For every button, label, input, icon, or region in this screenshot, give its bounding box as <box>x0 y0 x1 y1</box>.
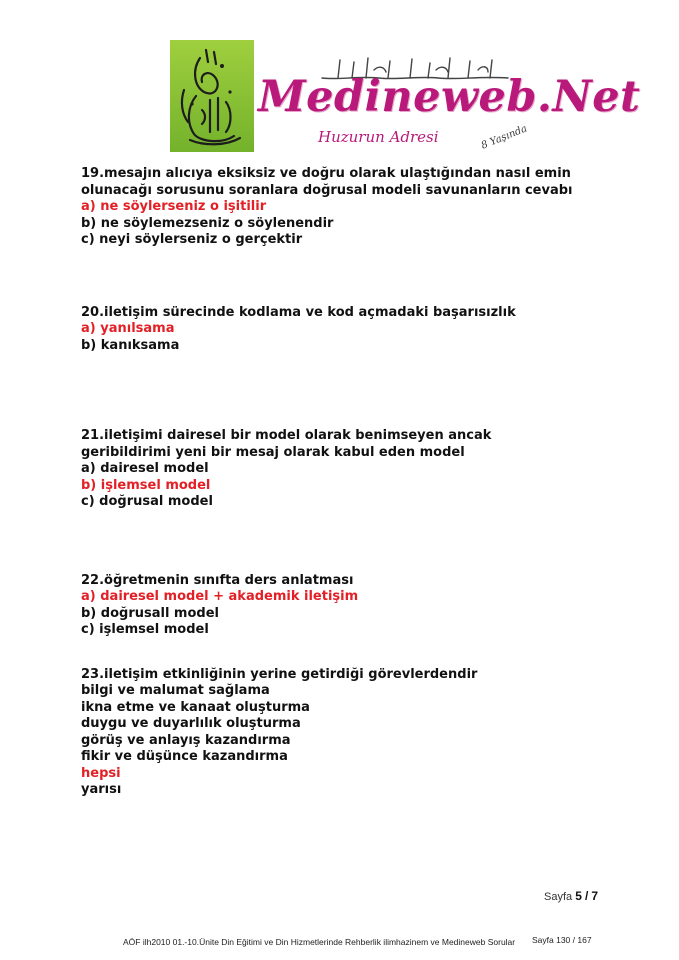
page-indicator <box>544 889 598 903</box>
question-list <box>81 166 621 799</box>
answer-option: c) doğrusal model <box>81 494 213 509</box>
page-total: 7 <box>591 889 599 903</box>
answer-option: fikir ve düşünce kazandırma <box>81 749 288 764</box>
question-22 <box>81 573 621 639</box>
question-text: 21.iletişimi dairesel bir model olarak benimseyen ancak <box>81 428 492 443</box>
brand-tagline: Huzurun Adresi <box>318 128 439 146</box>
question-text: 19.mesajın alıcıya eksiksiz ve doğru olarak ulaştığından nasıl emin <box>81 166 571 181</box>
question-text-continued: olunacağı sorusunu soranlara doğrusal modeli savunanların cevabı <box>81 182 573 198</box>
question-text: 22.öğretmenin sınıfta ders anlatması <box>81 572 354 588</box>
question-text-continued: geribildirimi yeni bir mesaj olarak kabul eden model <box>81 444 465 460</box>
answer-option: c) işlemsel model <box>81 622 209 637</box>
brand-name: Medineweb.Net <box>258 72 641 122</box>
answer-correct: a) yanılsama <box>81 321 175 336</box>
answer-option: c) neyi söylerseniz o gerçektir <box>81 232 303 247</box>
page-current: 5 <box>575 889 582 903</box>
answer-option: ikna etme ve kanaat oluşturma <box>81 699 310 715</box>
answer-option: b) ne söylemezseniz o söylenendir <box>81 215 334 231</box>
footer-page-number: Sayfa 130 / 167 <box>532 935 592 945</box>
age-badge: 8 Yaşında <box>479 123 529 152</box>
answer-correct: a) dairesel model + akademik iletişim <box>81 589 359 604</box>
page-label: Sayfa <box>544 891 573 903</box>
question-text: 20.iletişim sürecinde kodlama ve kod açmadaki başarısızlık <box>81 304 516 320</box>
answer-option: duygu ve duyarlılık oluşturma <box>81 716 301 731</box>
answer-option: b) doğrusall model <box>81 605 219 621</box>
answer-option: a) dairesel model <box>81 461 209 476</box>
question-23 <box>81 667 621 799</box>
question-20 <box>81 305 621 355</box>
answer-option: bilgi ve malumat sağlama <box>81 683 270 698</box>
calligraphy-logo-image <box>170 40 254 152</box>
answer-correct: hepsi <box>81 765 121 781</box>
question-text: 23.iletişim etkinliğinin yerine getirdiği görevlerdendir <box>81 666 478 682</box>
page-separator: / <box>584 889 589 903</box>
footer-text: AÖF ilh2010 01.-10.Ünite Din Eğitimi ve Din Hizmetlerinde Rehberlik ilimhazinem ve Medineweb Sorular <box>123 937 516 947</box>
answer-option: yarısı <box>81 782 122 797</box>
answer-option: b) kanıksama <box>81 337 180 353</box>
question-21 <box>81 428 621 511</box>
question-19 <box>81 166 621 249</box>
answer-option: görüş ve anlayış kazandırma <box>81 732 291 748</box>
answer-correct: a) ne söylerseniz o işitilir <box>81 199 267 214</box>
answer-correct: b) işlemsel model <box>81 477 211 493</box>
